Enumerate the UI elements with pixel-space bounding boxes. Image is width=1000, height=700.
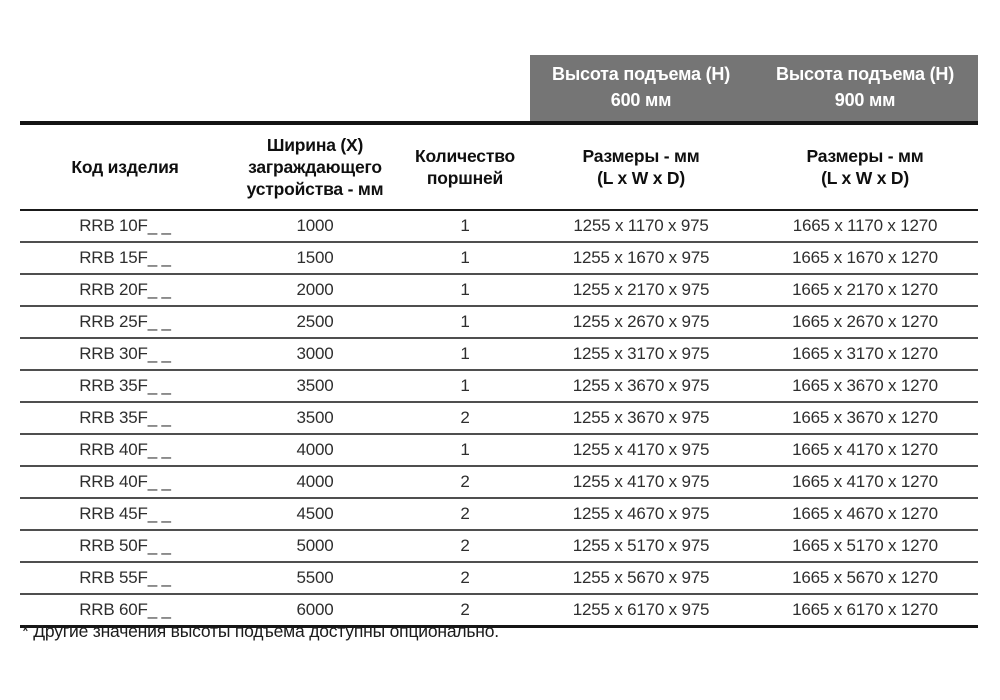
dimensions-900-cell: 1665 x 5170 x 1270 xyxy=(752,530,978,562)
dimensions-600-cell: 1255 x 1670 x 975 xyxy=(530,242,752,274)
col-header-dims600-line2: (L x W x D) xyxy=(597,168,685,188)
pistons-cell: 1 xyxy=(400,338,530,370)
dimensions-600-cell: 1255 x 5170 x 975 xyxy=(530,530,752,562)
band-600-value: 600 мм xyxy=(610,90,672,110)
col-header-dimensions-900 xyxy=(752,123,978,210)
width-cell: 4000 xyxy=(230,466,400,498)
width-cell: 3000 xyxy=(230,338,400,370)
dimensions-900-cell: 1665 x 5670 x 1270 xyxy=(752,562,978,594)
table-row xyxy=(20,498,978,530)
width-cell: 5000 xyxy=(230,530,400,562)
dimensions-600-cell: 1255 x 4670 x 975 xyxy=(530,498,752,530)
col-header-dims600-line1: Размеры - мм xyxy=(582,146,700,166)
dimensions-600-cell: 1255 x 4170 x 975 xyxy=(530,466,752,498)
dimensions-600-cell: 1255 x 1170 x 975 xyxy=(530,210,752,242)
table-row xyxy=(20,370,978,402)
table-row xyxy=(20,242,978,274)
dimensions-900-cell: 1665 x 6170 x 1270 xyxy=(752,594,978,627)
dimensions-900-cell: 1665 x 4170 x 1270 xyxy=(752,434,978,466)
col-header-dimensions-600 xyxy=(530,123,752,210)
dimensions-600-cell: 1255 x 2170 x 975 xyxy=(530,274,752,306)
pistons-cell: 2 xyxy=(400,530,530,562)
table-row xyxy=(20,434,978,466)
dimensions-600-cell: 1255 x 3670 x 975 xyxy=(530,402,752,434)
width-cell: 4000 xyxy=(230,434,400,466)
width-cell: 5500 xyxy=(230,562,400,594)
band-header-600mm xyxy=(530,55,752,123)
product-code-cell: RRB 50F_ _ xyxy=(20,530,230,562)
col-header-pistons xyxy=(400,123,530,210)
dimensions-900-cell: 1665 x 3170 x 1270 xyxy=(752,338,978,370)
dimensions-900-cell: 1665 x 3670 x 1270 xyxy=(752,402,978,434)
dimensions-900-cell: 1665 x 4170 x 1270 xyxy=(752,466,978,498)
table-row xyxy=(20,466,978,498)
band-empty-space xyxy=(20,55,530,123)
table-row xyxy=(20,306,978,338)
product-code-cell: RRB 40F_ _ xyxy=(20,466,230,498)
dimensions-600-cell: 1255 x 3670 x 975 xyxy=(530,370,752,402)
product-code-cell: RRB 55F_ _ xyxy=(20,562,230,594)
footnote: * Другие значения высоты подъема доступны опционально. xyxy=(22,621,499,641)
band-600-title: Высота подъема (H) xyxy=(552,64,730,84)
col-header-width-line3: устройства - мм xyxy=(246,179,384,199)
col-header-width-line2: заграждающего xyxy=(248,157,382,177)
col-header-pistons-line2: поршней xyxy=(426,168,504,188)
pistons-cell: 2 xyxy=(400,402,530,434)
band-header-900mm xyxy=(752,55,978,123)
column-header-row xyxy=(20,123,978,210)
col-header-pistons-line1: Количество xyxy=(415,146,516,166)
table-row xyxy=(20,338,978,370)
table-body xyxy=(20,210,978,627)
pistons-cell: 1 xyxy=(400,242,530,274)
width-cell: 3500 xyxy=(230,402,400,434)
product-code-cell: RRB 15F_ _ xyxy=(20,242,230,274)
pistons-cell: 1 xyxy=(400,274,530,306)
col-header-dims900-line1: Размеры - мм xyxy=(806,146,924,166)
width-cell: 2500 xyxy=(230,306,400,338)
product-code-cell: RRB 60F_ _ xyxy=(20,594,230,627)
band-900-value: 900 мм xyxy=(834,90,896,110)
width-cell: 3500 xyxy=(230,370,400,402)
pistons-cell: 1 xyxy=(400,434,530,466)
width-cell: 6000 xyxy=(230,594,400,627)
product-code-cell: RRB 20F_ _ xyxy=(20,274,230,306)
product-spec-table xyxy=(20,55,978,628)
lift-height-band-row xyxy=(20,55,978,123)
width-cell: 1000 xyxy=(230,210,400,242)
table-row xyxy=(20,402,978,434)
col-header-dims900-line2: (L x W x D) xyxy=(821,168,909,188)
dimensions-900-cell: 1665 x 2170 x 1270 xyxy=(752,274,978,306)
pistons-cell: 2 xyxy=(400,498,530,530)
product-code-cell: RRB 40F_ _ xyxy=(20,434,230,466)
pistons-cell: 2 xyxy=(400,562,530,594)
dimensions-900-cell: 1665 x 2670 x 1270 xyxy=(752,306,978,338)
table-row xyxy=(20,562,978,594)
dimensions-900-cell: 1665 x 1170 x 1270 xyxy=(752,210,978,242)
dimensions-600-cell: 1255 x 4170 x 975 xyxy=(530,434,752,466)
pistons-cell: 1 xyxy=(400,210,530,242)
col-header-product-code: Код изделия xyxy=(20,123,230,210)
product-code-cell: RRB 45F_ _ xyxy=(20,498,230,530)
dimensions-900-cell: 1665 x 3670 x 1270 xyxy=(752,370,978,402)
product-code-cell: RRB 25F_ _ xyxy=(20,306,230,338)
dimensions-900-cell: 1665 x 1670 x 1270 xyxy=(752,242,978,274)
pistons-cell: 1 xyxy=(400,370,530,402)
table-row xyxy=(20,274,978,306)
table-row xyxy=(20,210,978,242)
band-900-title: Высота подъема (H) xyxy=(776,64,954,84)
product-code-cell: RRB 35F_ _ xyxy=(20,370,230,402)
col-header-width-line1: Ширина (X) xyxy=(266,135,364,155)
product-code-cell: RRB 35F_ _ xyxy=(20,402,230,434)
pistons-cell: 2 xyxy=(400,594,530,627)
dimensions-600-cell: 1255 x 2670 x 975 xyxy=(530,306,752,338)
pistons-cell: 1 xyxy=(400,306,530,338)
product-code-cell: RRB 10F_ _ xyxy=(20,210,230,242)
table-row xyxy=(20,530,978,562)
width-cell: 4500 xyxy=(230,498,400,530)
dimensions-600-cell: 1255 x 5670 x 975 xyxy=(530,562,752,594)
width-cell: 1500 xyxy=(230,242,400,274)
dimensions-600-cell: 1255 x 6170 x 975 xyxy=(530,594,752,627)
col-header-width xyxy=(230,123,400,210)
dimensions-900-cell: 1665 x 4670 x 1270 xyxy=(752,498,978,530)
dimensions-600-cell: 1255 x 3170 x 975 xyxy=(530,338,752,370)
product-code-cell: RRB 30F_ _ xyxy=(20,338,230,370)
width-cell: 2000 xyxy=(230,274,400,306)
pistons-cell: 2 xyxy=(400,466,530,498)
